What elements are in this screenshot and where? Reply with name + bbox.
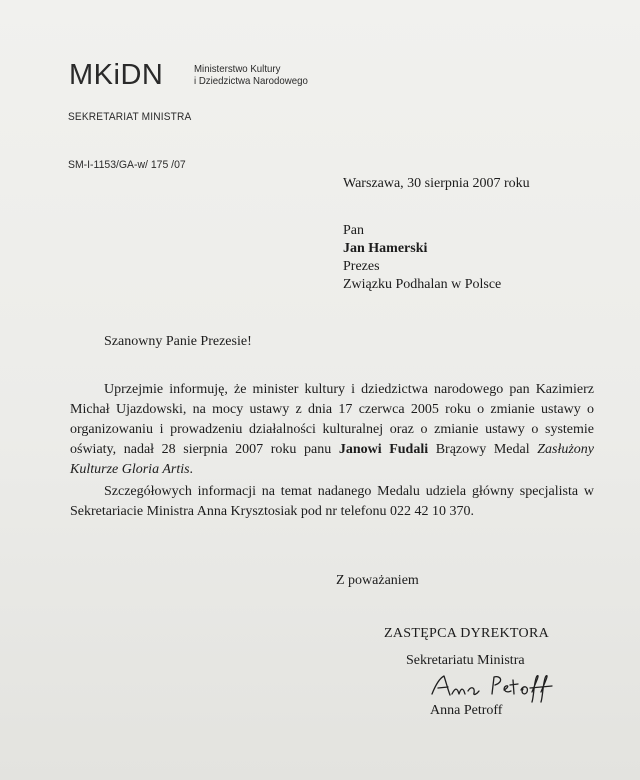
salutation: Szanowny Panie Prezesie! xyxy=(104,334,252,349)
signatory-title: ZASTĘPCA DYREKTORA xyxy=(384,626,549,641)
medal-name: Zasłużony Kulturze Gloria Artis xyxy=(70,442,594,477)
closing: Z poważaniem xyxy=(336,573,419,588)
recipient-organization: Związku Podhalan w Polsce xyxy=(343,277,502,292)
ministry-name xyxy=(194,63,378,87)
recipient-prefix: Pan xyxy=(343,223,364,238)
awardee-name: Janowi Fudali xyxy=(338,442,429,457)
signatory-name: Anna Petroff xyxy=(430,703,503,718)
body-paragraph-1 xyxy=(70,380,594,480)
ministry-name-line1: Ministerstwo Kultury xyxy=(194,63,281,75)
ministry-name-line2: i Dziedzictwa Narodowego xyxy=(194,75,308,87)
recipient-title: Prezes xyxy=(343,259,380,274)
recipient-block xyxy=(343,222,501,294)
letter-date: Warszawa, 30 sierpnia 2007 roku xyxy=(343,176,530,191)
letter-body xyxy=(70,380,594,522)
body-paragraph-2: Szczegółowych informacji na temat nadanego Medalu udziela główny specjalista w Sekretariacie Ministra Anna Krysztosiak pod nr telefonu 022 42 10 370. xyxy=(70,484,594,519)
recipient-name: Jan Hamerski xyxy=(343,241,428,256)
signatory-unit: Sekretariatu Ministra xyxy=(406,653,525,668)
handwritten-signature xyxy=(428,670,568,704)
body-text: . xyxy=(189,462,194,477)
reference-number: SM-I-1153/GA-w/ 175 /07 xyxy=(68,159,186,171)
body-text: Brązowy Medal xyxy=(428,442,538,457)
logo-mark: MKiDN xyxy=(69,59,164,91)
body-text: Uprzejmie informuję, że minister kultury i dziedzictwa narodowego pan Kazimierz Michał Ujazdowski, na mocy ustawy z dnia 17 czerwca 2005 roku o zmianie ustawy o organizowaniu i prowadzeniu działalności kulturalnej oraz o zmianie ustawy o systemie oświaty, nadał 28 sierpnia 2007 roku panu xyxy=(70,382,594,457)
office-name: SEKRETARIAT MINISTRA xyxy=(68,111,192,123)
